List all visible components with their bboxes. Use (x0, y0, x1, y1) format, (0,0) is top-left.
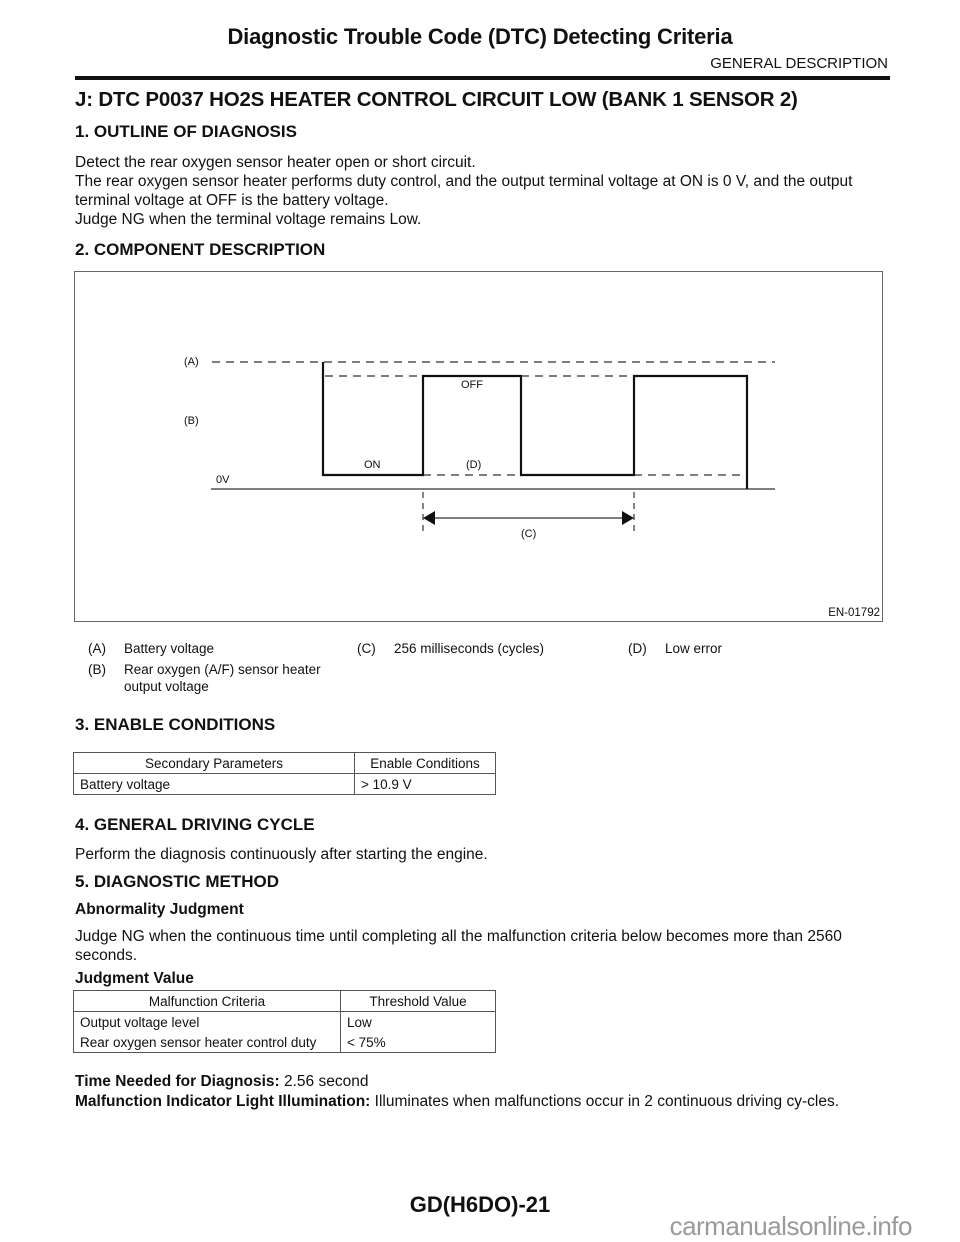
col-malfunction-criteria: Malfunction Criteria (74, 991, 341, 1012)
component-heading: 2. COMPONENT DESCRIPTION (75, 240, 326, 259)
legend-key-b: (B) (88, 662, 106, 677)
label-b: (B) (184, 415, 199, 427)
legend-text-b: Rear oxygen (A/F) sensor heater output voltage (124, 662, 321, 694)
enable-conditions-table (73, 752, 496, 795)
legend-key-a: (A) (88, 641, 106, 656)
col-threshold-value: Threshold Value (341, 991, 496, 1012)
label-0v: 0V (216, 474, 230, 486)
cell-criteria: Rear oxygen sensor heater control duty (74, 1032, 341, 1053)
page-number: GD(H6DO)-21 (409, 1192, 551, 1217)
label-off: OFF (461, 379, 483, 391)
judgment-value-heading: Judgment Value (75, 970, 194, 987)
section-title: J: DTC P0037 HO2S HEATER CONTROL CIRCUIT LOW (BANK 1 SENSOR 2) (75, 88, 798, 111)
legend-text-a: Battery voltage (124, 641, 215, 656)
legend-text-d: Low error (665, 641, 723, 656)
legend-key-d: (D) (628, 641, 647, 656)
col-enable-conditions: Enable Conditions (355, 753, 496, 774)
driving-text: Perform the diagnosis continuously after starting the engine. (75, 846, 488, 863)
cell-threshold: < 75% (341, 1032, 496, 1053)
table-row (74, 1032, 496, 1053)
figure-id: EN-01792 (828, 607, 880, 619)
mil-illumination (75, 1092, 890, 1111)
legend-text-c: 256 milliseconds (cycles) (394, 641, 545, 656)
page-header-subtitle: GENERAL DESCRIPTION (710, 55, 888, 72)
time-needed (75, 1072, 890, 1091)
abnormality-text: Judge NG when the continuous time until completing all the malfunction criteria below becomes more than 2560 seconds. (75, 928, 842, 964)
label-c: (C) (521, 528, 537, 540)
outline-line-3: Judge NG when the terminal voltage remains Low. (75, 211, 422, 228)
abnormality-heading: Abnormality Judgment (75, 901, 244, 918)
legend-key-c: (C) (357, 641, 376, 656)
label-a: (A) (184, 356, 199, 368)
mil-value: Illuminates when malfunctions occur in 2 continuous driving cy-cles. (370, 1093, 840, 1110)
cell-parameter: Battery voltage (74, 774, 355, 795)
table-row (74, 774, 496, 795)
label-on: ON (364, 459, 381, 471)
judgment-value-table (73, 990, 496, 1053)
page-header-title: Diagnostic Trouble Code (DTC) Detecting Criteria (227, 24, 733, 49)
mil-label: Malfunction Indicator Light Illumination: (75, 1093, 371, 1110)
enable-heading: 3. ENABLE CONDITIONS (75, 715, 276, 734)
method-heading: 5. DIAGNOSTIC METHOD (75, 872, 280, 891)
cell-criteria: Output voltage level (74, 1012, 341, 1033)
driving-heading: 4. GENERAL DRIVING CYCLE (75, 815, 315, 834)
col-secondary-parameters: Secondary Parameters (74, 753, 355, 774)
diagram-legend (0, 640, 960, 700)
watermark: carmanualsonline.info (669, 1211, 912, 1241)
outline-heading: 1. OUTLINE OF DIAGNOSIS (75, 122, 297, 141)
time-needed-value: 2.56 second (279, 1073, 369, 1090)
label-d: (D) (466, 459, 482, 471)
cell-condition: > 10.9 V (355, 774, 496, 795)
cell-threshold: Low (341, 1012, 496, 1033)
table-row (74, 1012, 496, 1033)
time-needed-label: Time Needed for Diagnosis: (75, 1073, 280, 1090)
outline-line-1: Detect the rear oxygen sensor heater open or short circuit. (75, 154, 476, 171)
outline-line-2: The rear oxygen sensor heater performs duty control, and the output terminal voltage at ON is 0 V, and the output terminal voltage at OFF is the battery voltage. (75, 173, 853, 209)
